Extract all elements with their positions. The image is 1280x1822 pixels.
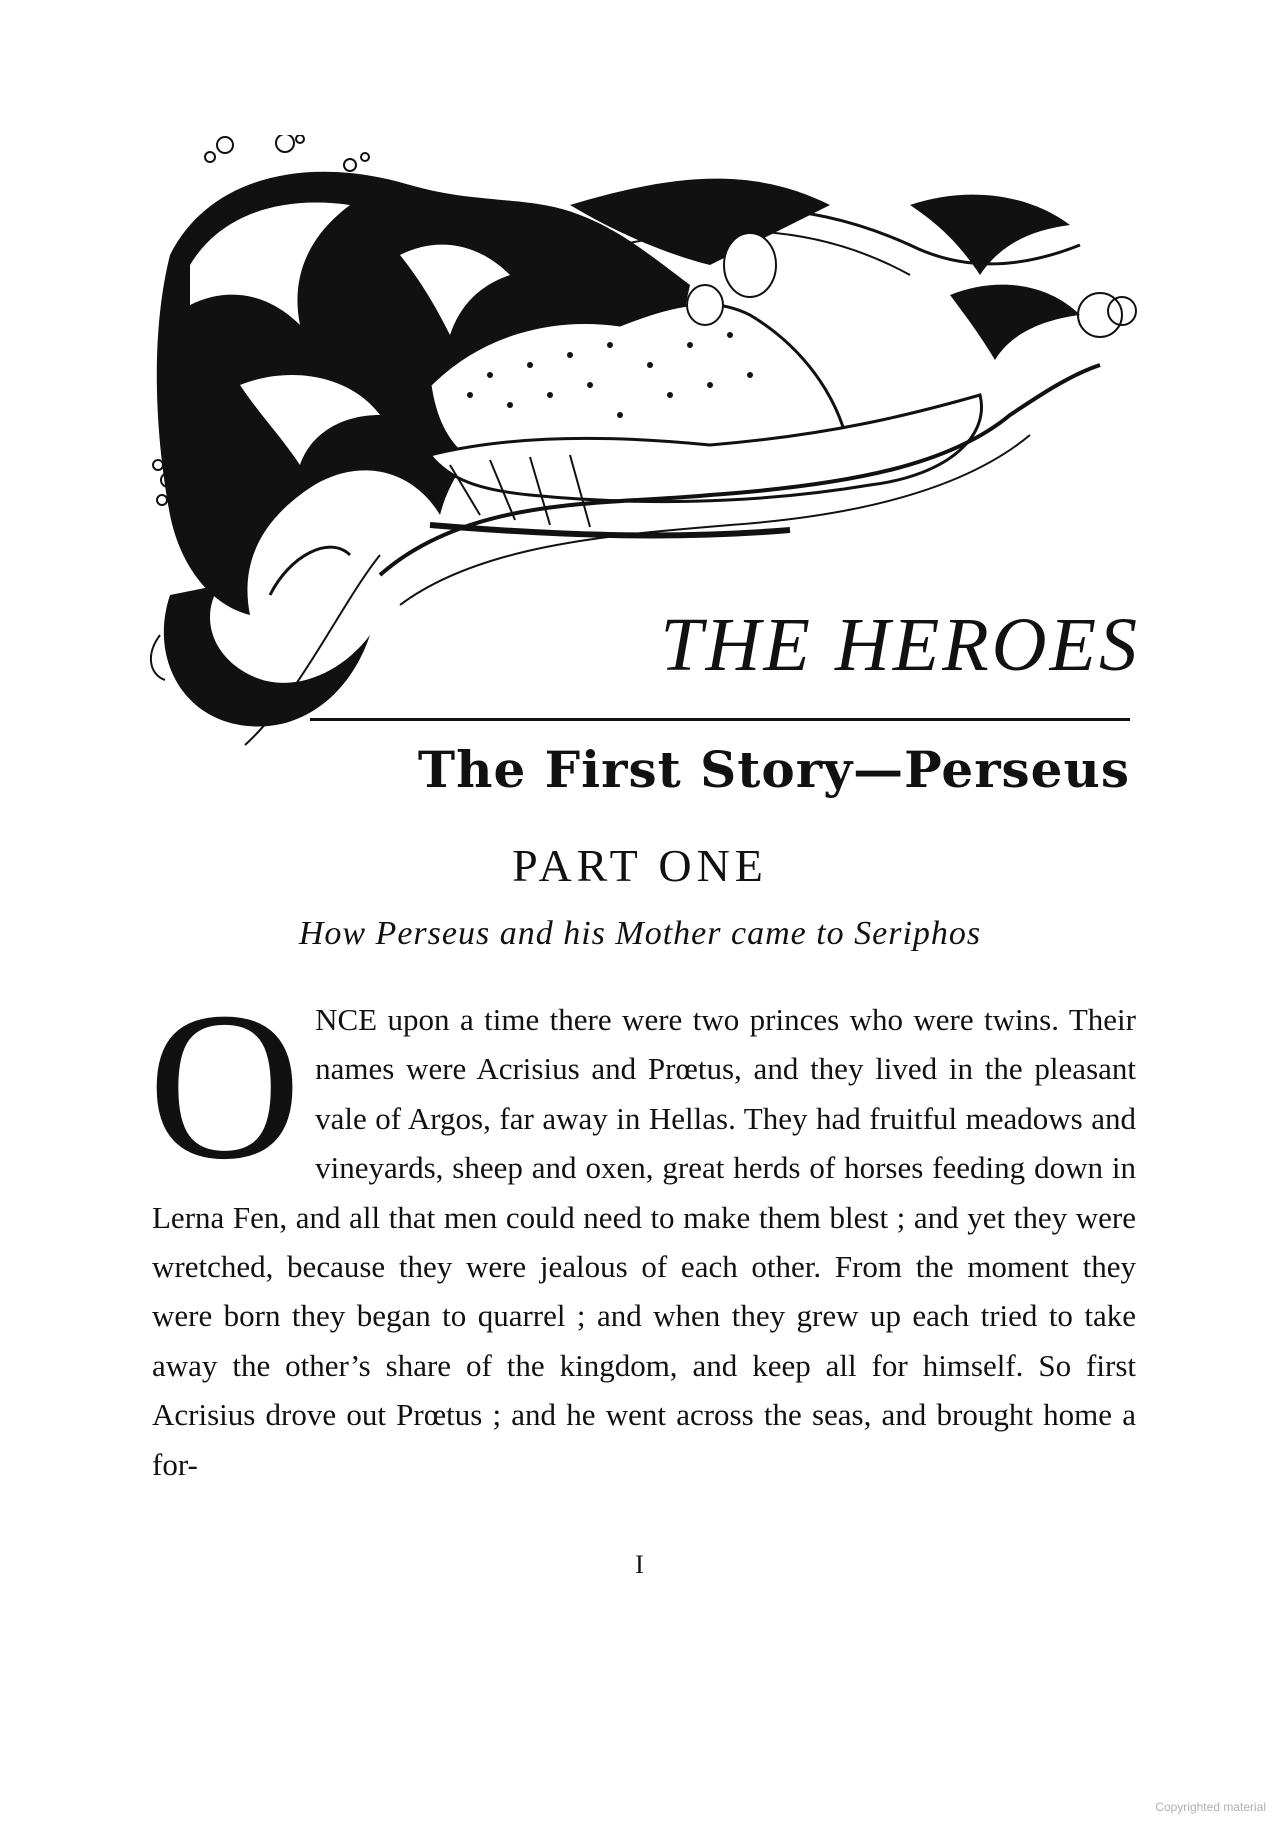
story-subtitle: The First Story—Perseus	[417, 740, 1130, 799]
part-heading: PART ONE	[512, 840, 768, 891]
book-title: THE HEROES	[660, 603, 1140, 687]
drop-cap: O	[148, 968, 302, 1203]
page-number: I	[635, 1550, 645, 1579]
body-text: NCE upon a time there were two princes who were twins. Their names were Acrisius and Prœtus, and they lived in the pleasant vale of Argos, far away in Hellas. They had fruitful meadows and vineyards, sheep and oxen, great herds of horses feeding down in Lerna Fen, and all that men could need to make them blest ; and yet they were wretched, because they were jealous of each other. From the moment they were born they began to quarrel ; and when they grew up each tried to take away the other’s share of the kingdom, and keep all for himself. So first Acrisius drove out Prœtus ; and he went across the seas, and brought home a for-	[152, 1002, 1136, 1482]
copyright-notice: Copyrighted material	[1155, 1800, 1266, 1814]
title-rule	[310, 718, 1130, 721]
body-paragraph	[148, 968, 1136, 1489]
chapter-title: How Perseus and his Mother came to Seriphos	[298, 915, 982, 952]
